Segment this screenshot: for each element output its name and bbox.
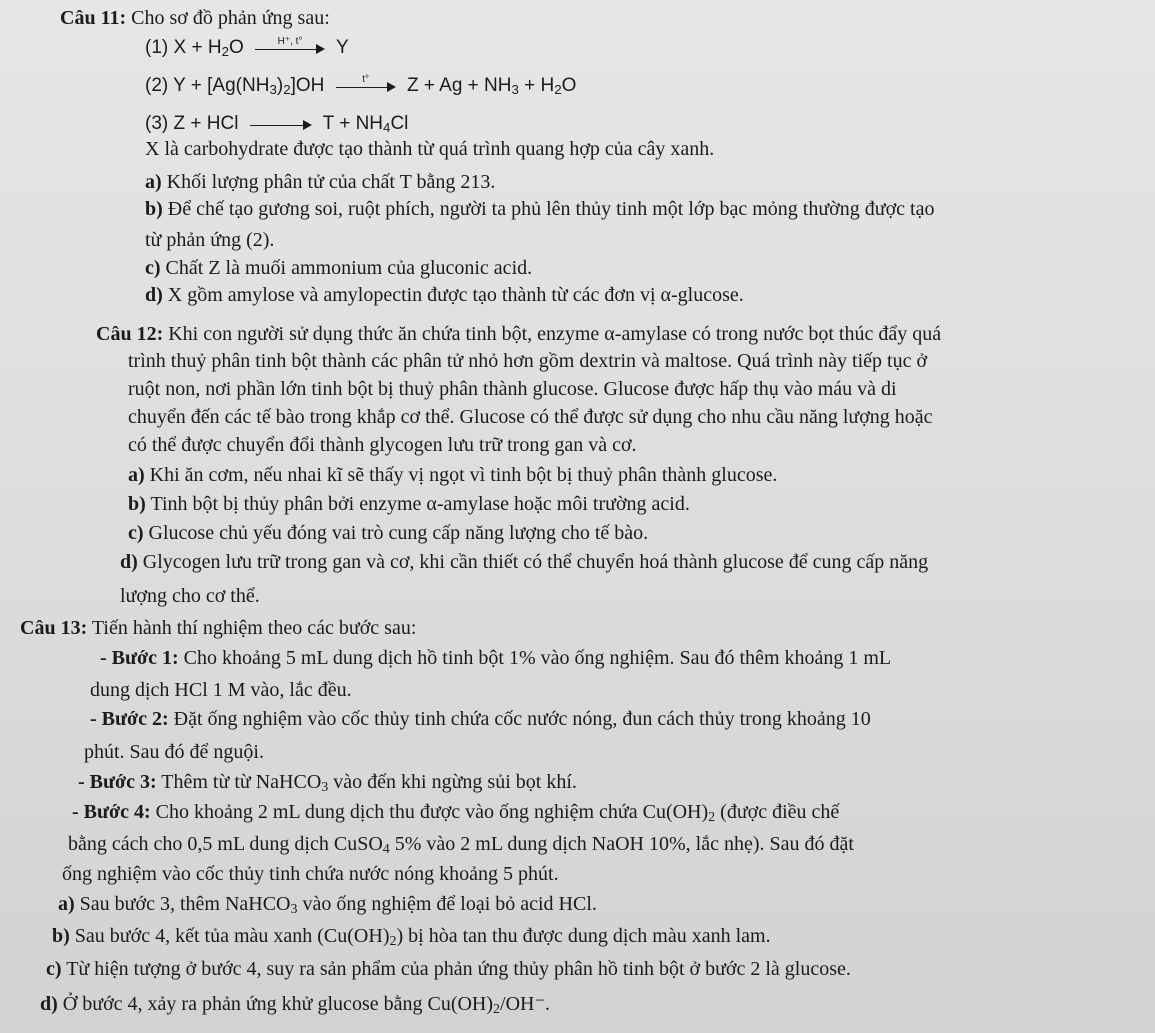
q13-option-a: a) Sau bước 3, thêm NaHCO$_3$ vào ống nghiệm để loại bỏ acid HCl. bbox=[58, 893, 597, 917]
q13-step-4-cont-2: ống nghiệm vào cốc thủy tinh chứa nước nóng khoảng 5 phút. bbox=[62, 863, 559, 885]
q12-para-3: ruột non, nơi phần lớn tinh bột bị thuỷ phân thành glucose. Glucose được hấp thụ vào máu và di bbox=[128, 378, 897, 400]
q12-option-d: d) Glycogen lưu trữ trong gan và cơ, khi cần thiết có thể chuyển hoá thành glucose để cung cấp năng bbox=[120, 551, 929, 573]
q11-option-b: b) Để chế tạo gương soi, ruột phích, người ta phủ lên thủy tinh một lớp bạc mỏng thường được tạo bbox=[145, 198, 935, 220]
q13-option-c: c) Từ hiện tượng ở bước 4, suy ra sản phẩm của phản ứng thủy phân hồ tinh bột ở bước 2 là glucose. bbox=[46, 958, 851, 980]
q11-reaction-1: (1) $X + H_2O$ H⁺, t° Y bbox=[145, 35, 349, 59]
q11-header bbox=[60, 6, 330, 30]
q11-statement: X là carbohydrate được tạo thành từ quá trình quang hợp của cây xanh. bbox=[145, 138, 715, 160]
q12-option-b: b) Tinh bột bị thủy phân bởi enzyme α-amylase hoặc môi trường acid. bbox=[128, 493, 690, 515]
q12-title: Câu 12: bbox=[96, 323, 164, 345]
q11-option-d: d) X gồm amylose và amylopectin được tạo thành từ các đơn vị α-glucose. bbox=[145, 284, 744, 306]
reaction-arrow bbox=[250, 114, 312, 134]
q12-option-c: c) Glucose chủ yếu đóng vai trò cung cấp năng lượng cho tế bào. bbox=[128, 522, 649, 544]
q11-title: Câu 11: bbox=[60, 7, 127, 29]
q13-header: Câu 13: Tiến hành thí nghiệm theo các bước sau: bbox=[20, 617, 417, 639]
q13-step-1: - Bước 1: Cho khoảng 5 mL dung dịch hồ tinh bột 1% vào ống nghiệm. Sau đó thêm khoảng 1 mL bbox=[100, 647, 892, 669]
q12-option-d-cont: lượng cho cơ thể. bbox=[120, 585, 260, 607]
q13-option-d: d) Ở bước 4, xảy ra phản ứng khử glucose bằng $Cu(OH)_2/OH^-$. bbox=[40, 993, 551, 1017]
q13-step-1-cont: dung dịch HCl 1 M vào, lắc đều. bbox=[90, 679, 352, 701]
q13-step-4: - Bước 4: Cho khoảng 2 mL dung dịch thu được vào ống nghiệm chứa $Cu(OH)_2$ (được điều chế bbox=[72, 801, 840, 825]
reaction-arrow: t° bbox=[336, 76, 396, 96]
q13-step-2-cont: phút. Sau đó để nguội. bbox=[84, 741, 264, 763]
q12-para-1: Câu 12: Khi con người sử dụng thức ăn chứa tinh bột, enzyme α-amylase có trong nước bọt thúc đẩy quá bbox=[96, 323, 942, 345]
q13-title: Câu 13: bbox=[20, 617, 88, 639]
q11-intro: Cho sơ đồ phản ứng sau: bbox=[131, 7, 330, 29]
q11-reaction-2: (2) $Y + [Ag(NH_3)_2]OH$ t° $Z + Ag + NH_3 + H_2O$ bbox=[145, 73, 577, 97]
q13-step-3: - Bước 3: Thêm từ từ NaHCO$_3$ vào đến khi ngừng sủi bọt khí. bbox=[78, 771, 577, 795]
q11-option-b-cont: từ phản ứng (2). bbox=[145, 229, 275, 251]
q12-option-a: a) Khi ăn cơm, nếu nhai kĩ sẽ thấy vị ngọt vì tinh bột bị thuỷ phân thành glucose. bbox=[128, 464, 778, 486]
q12-para-5: có thể được chuyển đổi thành glycogen lưu trữ trong gan và cơ. bbox=[128, 434, 637, 456]
q12-para-4: chuyển đến các tế bào trong khắp cơ thể. Glucose có thể được sử dụng cho nhu cầu năng lượng hoặc bbox=[128, 406, 933, 428]
q12-para-2: trình thuỷ phân tinh bột thành các phân tử nhỏ hơn gồm dextrin và maltose. Quá trình này tiếp tục ở bbox=[128, 350, 928, 372]
q13-step-2: - Bước 2: Đặt ống nghiệm vào cốc thủy tinh chứa cốc nước nóng, đun cách thủy trong khoảng 10 bbox=[90, 708, 871, 730]
q11-option-c: c) Chất Z là muối ammonium của gluconic acid. bbox=[145, 257, 533, 279]
q11-reaction-3: (3) Z + HCl $T + NH_4Cl$ bbox=[145, 113, 409, 135]
q13-option-b: b) Sau bước 4, kết tủa màu xanh $(Cu(OH)_2)$ bị hòa tan thu được dung dịch màu xanh lam. bbox=[52, 925, 771, 949]
reaction-arrow: H⁺, t° bbox=[255, 38, 325, 58]
q11-option-a: a) Khối lượng phân tử của chất T bằng 213. bbox=[145, 171, 496, 193]
q13-step-4-cont-1: bằng cách cho 0,5 mL dung dịch CuSO$_4$ 5% vào 2 mL dung dịch NaOH 10%, lắc nhẹ). Sau đó đặt bbox=[68, 833, 854, 857]
